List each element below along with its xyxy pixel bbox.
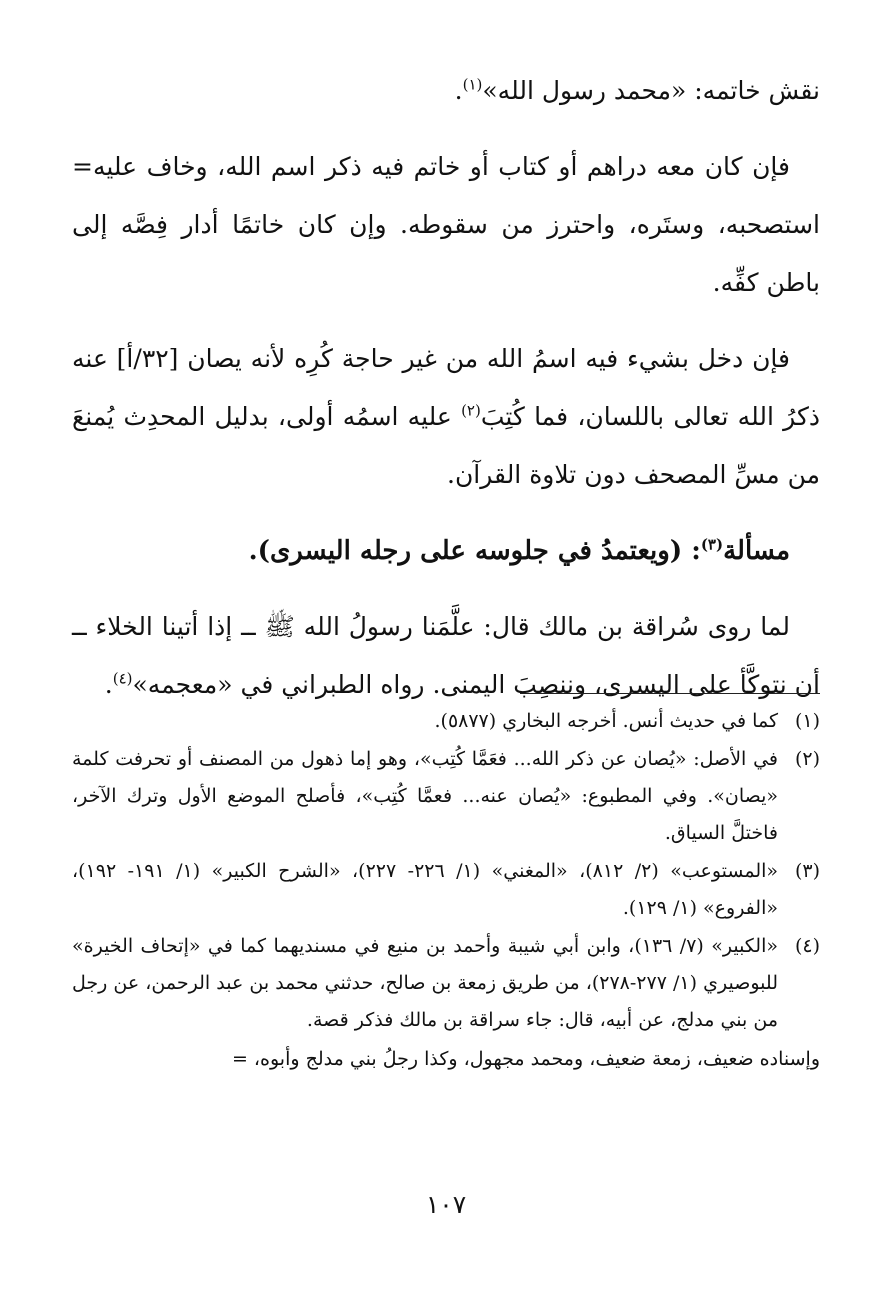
footnote-continuation: وإسناده ضعيف، زمعة ضعيف، ومحمد مجهول، وكذا رجلُ بني مدلج وأبوه، = xyxy=(231,1048,820,1070)
masala-label: مسألة xyxy=(723,536,790,566)
paragraph-1 xyxy=(72,62,820,120)
footnote-2 xyxy=(72,741,820,852)
footnote-ref-4: (٤) xyxy=(112,669,133,688)
footnote-1 xyxy=(72,703,820,740)
paragraph-1-text: نقش خاتمه: «محمد رسول الله» xyxy=(482,76,820,105)
footnote-text: «الكبير» (٧/ ١٣٦)، وابن أبي شيبة وأحمد بن منيع في مسنديهما كما في «إتحاف الخيرة» للبوصيري (١/ ٢٧٧-٢٧٨)، من طريق زمعة بن صالح، حدثني محمد بن عبد الرحمن، عن رجل من بني مدلج، عن أبيه، قال: جاء سراقة بن مالك فذكر قصة. xyxy=(72,935,778,1031)
footnote-number: (٤) xyxy=(794,935,820,957)
footnote-3 xyxy=(72,853,820,927)
main-text xyxy=(72,62,820,714)
footnote-ref-2: (٢) xyxy=(461,401,481,420)
footnote-ref-3: (٣) xyxy=(700,535,724,554)
paragraph-4-end: . xyxy=(104,670,113,699)
footnote-text: «المستوعب» (٢/ ٨١٢)، «المغني» (١/ ٢٢٦- ٢٢٧)، «الشرح الكبير» (١/ ١٩١- ١٩٢)، «الفروع» (١/ ١٢٩). xyxy=(72,860,779,919)
masala-heading xyxy=(72,522,820,580)
footnote-text: في الأصل: «يُصان عن ذكر الله... فعَمَّا كُتِب»، وهو إما ذهول من المصنف أو تحرفت كلمة «يصان». وفي المطبوع: «يُصان عنه... فعمَّا كُتِب»، فأصلح الموضع الأول وترك الآخر، فاختلَّ السياق. xyxy=(72,748,778,844)
footnote-number: (٣) xyxy=(794,860,820,882)
paragraph-gap xyxy=(72,504,820,522)
paragraph-gap xyxy=(72,312,820,330)
paragraph-gap xyxy=(72,120,820,138)
paragraph-3-text-b: عليه اسمُه أولى، بدليل المحدِث يُمنعَ من مسِّ المصحف دون تلاوة القرآن. xyxy=(72,402,820,489)
masala-text: : (ويعتمدُ في جلوسه على رجله اليسرى). xyxy=(248,536,701,566)
footnote-number: (١) xyxy=(794,710,820,732)
page-number: ١٠٧ xyxy=(425,1190,467,1219)
footnote-ref-1: (١) xyxy=(462,75,483,94)
paragraph-3 xyxy=(72,330,820,504)
paragraph-4 xyxy=(72,598,820,714)
paragraph-3-text-a: فإن دخل بشيء فيه اسمُ الله من غير حاجة كُرِه لأنه يصان [٣٢/أ] عنه ذكرُ الله تعالى باللسان، فما كُتِبَ xyxy=(72,344,820,431)
footnote-number: (٢) xyxy=(794,748,820,770)
footnote-4 xyxy=(72,928,820,1039)
footnote-separator xyxy=(520,693,820,694)
paragraph-1-end: . xyxy=(454,76,463,105)
footnotes xyxy=(72,703,820,1078)
paragraph-2: فإن كان معه دراهم أو كتاب أو خاتم فيه ذكر اسم الله، وخاف عليه= استصحبه، وستَره، واحترز من سقوطه. وإن كان خاتمًا أدار فِصَّه إلى باطن كفِّه. xyxy=(72,152,820,297)
footnote-text: كما في حديث أنس. أخرجه البخاري (٥٨٧٧). xyxy=(434,710,778,732)
paragraph-4-text: لما روى سُراقة بن مالك قال: علَّمَنا رسولُ الله ﷺ ــ إذا أتينا الخلاء ــ أن نتوكَّأ على اليسرى، وننصِبَ اليمنى. رواه الطبراني في «معجمه» xyxy=(72,612,820,699)
paragraph-gap xyxy=(72,580,820,598)
